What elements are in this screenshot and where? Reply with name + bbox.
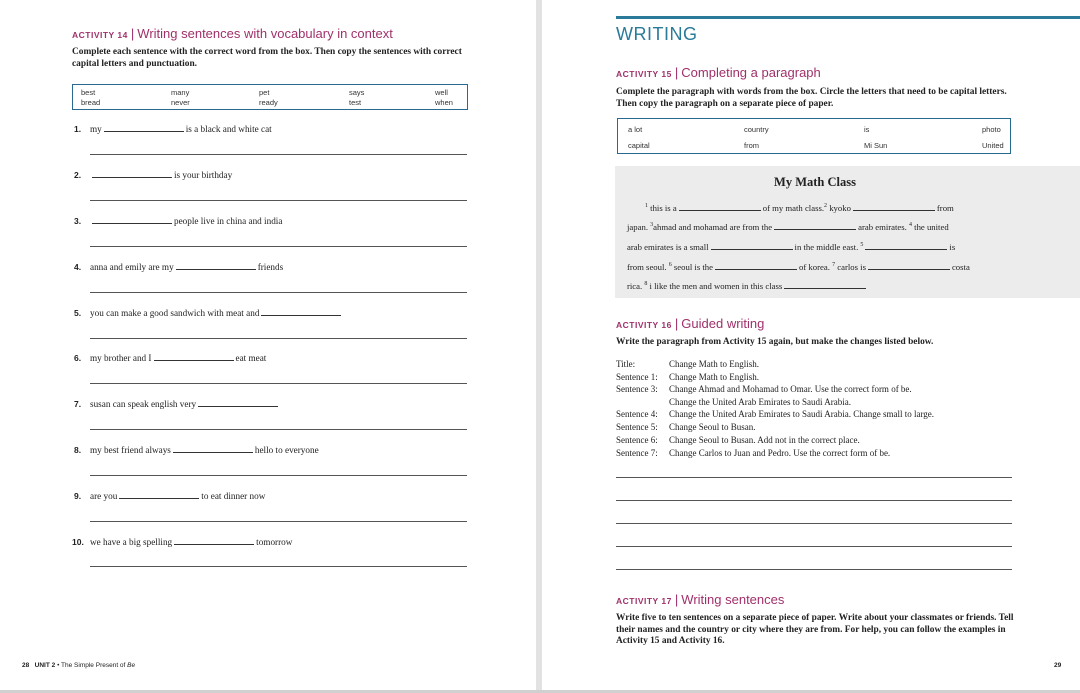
paragraph-title: My Math Class — [774, 175, 856, 189]
change-label: Sentence 3: — [616, 384, 658, 394]
copy-line[interactable] — [90, 200, 467, 201]
word-box-word: best — [81, 88, 96, 97]
copy-line[interactable] — [90, 566, 467, 567]
word-box-word: says — [349, 88, 365, 97]
answer-blank[interactable] — [715, 268, 797, 270]
section-title: WRITING — [616, 24, 698, 44]
word-box-word: United — [982, 141, 1004, 150]
change-text: Change Seoul to Busan. — [669, 422, 756, 432]
change-label: Sentence 4: — [616, 409, 658, 419]
page-number-right: 29 — [1054, 662, 1062, 669]
exercise-item-8: 8. my best friend always hello to everyone — [74, 445, 319, 455]
exercise-item-3: 3. people live in china and india — [74, 216, 283, 226]
word-box-word: well — [435, 88, 448, 97]
copy-line[interactable] — [90, 338, 467, 339]
word-box-word: is — [864, 125, 870, 134]
paragraph-paper — [615, 166, 1080, 298]
answer-blank[interactable] — [198, 405, 278, 407]
exercise-item-6: 6. my brother and I eat meat — [74, 353, 267, 363]
exercise-item-1: 1. my is a black and white cat — [74, 124, 272, 134]
answer-blank[interactable] — [868, 268, 950, 270]
change-text: Change Carlos to Juan and Pedro. Use the correct form of be. — [669, 448, 891, 458]
paragraph-line-3: arab emirates is a small in the middle east. $^5$ is — [627, 242, 956, 252]
change-label: Sentence 6: — [616, 435, 658, 445]
answer-blank[interactable] — [119, 497, 199, 499]
exercise-item-10: 10. we have a big spelling tomorrow — [72, 537, 293, 547]
copy-line[interactable] — [90, 429, 467, 430]
paragraph-line-1: $^1$ this is a of my math class.$^2$ kyoko from — [645, 203, 954, 213]
change-text: Change Seoul to Busan. Add not in the correct place. — [669, 435, 860, 445]
activity-17-heading: ACTIVITY 17 | Writing sentences — [616, 592, 785, 607]
change-label: Sentence 5: — [616, 422, 658, 432]
change-text: Change the United Arab Emirates to Saudi Arabia. — [669, 397, 851, 407]
activity-16-title: Guided writing — [681, 316, 765, 331]
activity-16-heading: ACTIVITY 16 | Guided writing — [616, 316, 765, 331]
activity-14-label: ACTIVITY 14 — [72, 30, 128, 40]
activity-16-label: ACTIVITY 16 — [616, 320, 672, 330]
answer-blank[interactable] — [92, 222, 172, 224]
answer-blank[interactable] — [679, 209, 761, 211]
copy-line[interactable] — [90, 246, 467, 247]
copy-line[interactable] — [90, 292, 467, 293]
copy-line[interactable] — [90, 154, 467, 155]
exercise-item-4: 4. anna and emily are my friends — [74, 262, 284, 272]
activity-17-instructions: Write five to ten sentences on a separate piece of paper. Write about your classmates or friends. Tell their names and the country or city where they are from. For help, you can follow the examples in Activity 15 and Activity 16. — [616, 613, 1014, 646]
word-box-word: never — [171, 98, 190, 107]
word-box-word: a lot — [628, 125, 643, 134]
word-box-word: capital — [628, 141, 650, 150]
activity-14-instructions: Complete each sentence with the correct word from the box. Then copy the sentences with correct capital letters and punctuation. — [72, 47, 462, 69]
writing-line[interactable] — [616, 569, 1012, 570]
word-box-word: when — [435, 98, 453, 107]
word-box-word: ready — [259, 98, 278, 107]
exercise-item-7: 7. susan can speak english very — [74, 399, 280, 409]
page-number-left: 28 — [22, 662, 30, 669]
activity-14-heading: ACTIVITY 14 | Writing sentences with vocabulary in context — [72, 26, 393, 41]
footer-topic: The Simple Present of — [61, 662, 128, 669]
answer-blank[interactable] — [104, 130, 184, 132]
copy-line[interactable] — [90, 521, 467, 522]
writing-line[interactable] — [616, 546, 1012, 547]
answer-blank[interactable] — [92, 176, 172, 178]
paragraph-line-2: japan. $^3$ahmad and mohamad are from the arab emirates. $^4$ the united — [627, 222, 949, 232]
change-label: Title: — [616, 359, 636, 369]
writing-line[interactable] — [616, 523, 1012, 524]
change-text: Change Ahmad and Mohamad to Omar. Use the correct form of be. — [669, 384, 912, 394]
answer-blank[interactable] — [784, 287, 866, 289]
copy-line[interactable] — [90, 383, 467, 384]
writing-line[interactable] — [616, 500, 1012, 501]
word-box-word: from — [744, 141, 759, 150]
exercise-item-5: 5. you can make a good sandwich with meat and — [74, 308, 343, 318]
writing-line[interactable] — [616, 477, 1012, 478]
activity-17-label: ACTIVITY 17 — [616, 596, 672, 606]
activity-15-title: Completing a paragraph — [681, 65, 821, 80]
copy-line[interactable] — [90, 475, 467, 476]
answer-blank[interactable] — [774, 228, 856, 230]
word-box-word: pet — [259, 88, 270, 97]
change-label: Sentence 7: — [616, 448, 658, 458]
activity-15-heading: ACTIVITY 15 | Completing a paragraph — [616, 65, 821, 80]
exercise-item-2: 2. is your birthday — [74, 170, 233, 180]
word-box-word: photo — [982, 125, 1001, 134]
answer-blank[interactable] — [865, 248, 947, 250]
activity-14-word-box — [72, 84, 468, 110]
word-box-word: country — [744, 125, 769, 134]
change-label: Sentence 1: — [616, 372, 658, 382]
answer-blank[interactable] — [173, 451, 253, 453]
exercise-item-9: 9. are you to eat dinner now — [74, 491, 266, 501]
paragraph-line-4: from seoul. $^6$ seoul is the of korea. $^7$ carlos is costa — [627, 262, 970, 272]
change-text: Change the United Arab Emirates to Saudi Arabia. Change small to large. — [669, 409, 935, 419]
activity-15-label: ACTIVITY 15 — [616, 69, 672, 79]
word-box-word: Mi Sun — [864, 141, 888, 150]
answer-blank[interactable] — [154, 359, 234, 361]
activity-15-word-box — [617, 118, 1011, 154]
word-box-word: bread — [81, 98, 101, 107]
answer-blank[interactable] — [174, 543, 254, 545]
activity-15-instructions: Complete the paragraph with words from the box. Circle the letters that need to be capital letters. Then copy the paragraph on a separate piece of paper. — [616, 87, 1007, 109]
footer-unit: UNIT 2 — [34, 662, 56, 669]
activity-16-instructions: Write the paragraph from Activity 15 again, but make the changes listed below. — [616, 337, 934, 347]
answer-blank[interactable] — [261, 314, 341, 316]
change-text: Change Math to English. — [669, 372, 759, 382]
left-page-footer: 28 UNIT 2 • The Simple Present of Be — [22, 662, 136, 669]
word-box-word: many — [171, 88, 190, 97]
change-text: Change Math to English. — [669, 359, 759, 369]
answer-blank[interactable] — [176, 268, 256, 270]
word-box-word: test — [349, 98, 362, 107]
paragraph-line-5: rica. $^8$ i like the men and women in this class — [627, 281, 868, 291]
activity-14-title: Writing sentences with vocabulary in context — [137, 26, 393, 41]
activity-17-title: Writing sentences — [681, 592, 785, 607]
answer-blank[interactable] — [711, 248, 793, 250]
writing-section-rule — [616, 16, 1080, 19]
answer-blank[interactable] — [853, 209, 935, 211]
